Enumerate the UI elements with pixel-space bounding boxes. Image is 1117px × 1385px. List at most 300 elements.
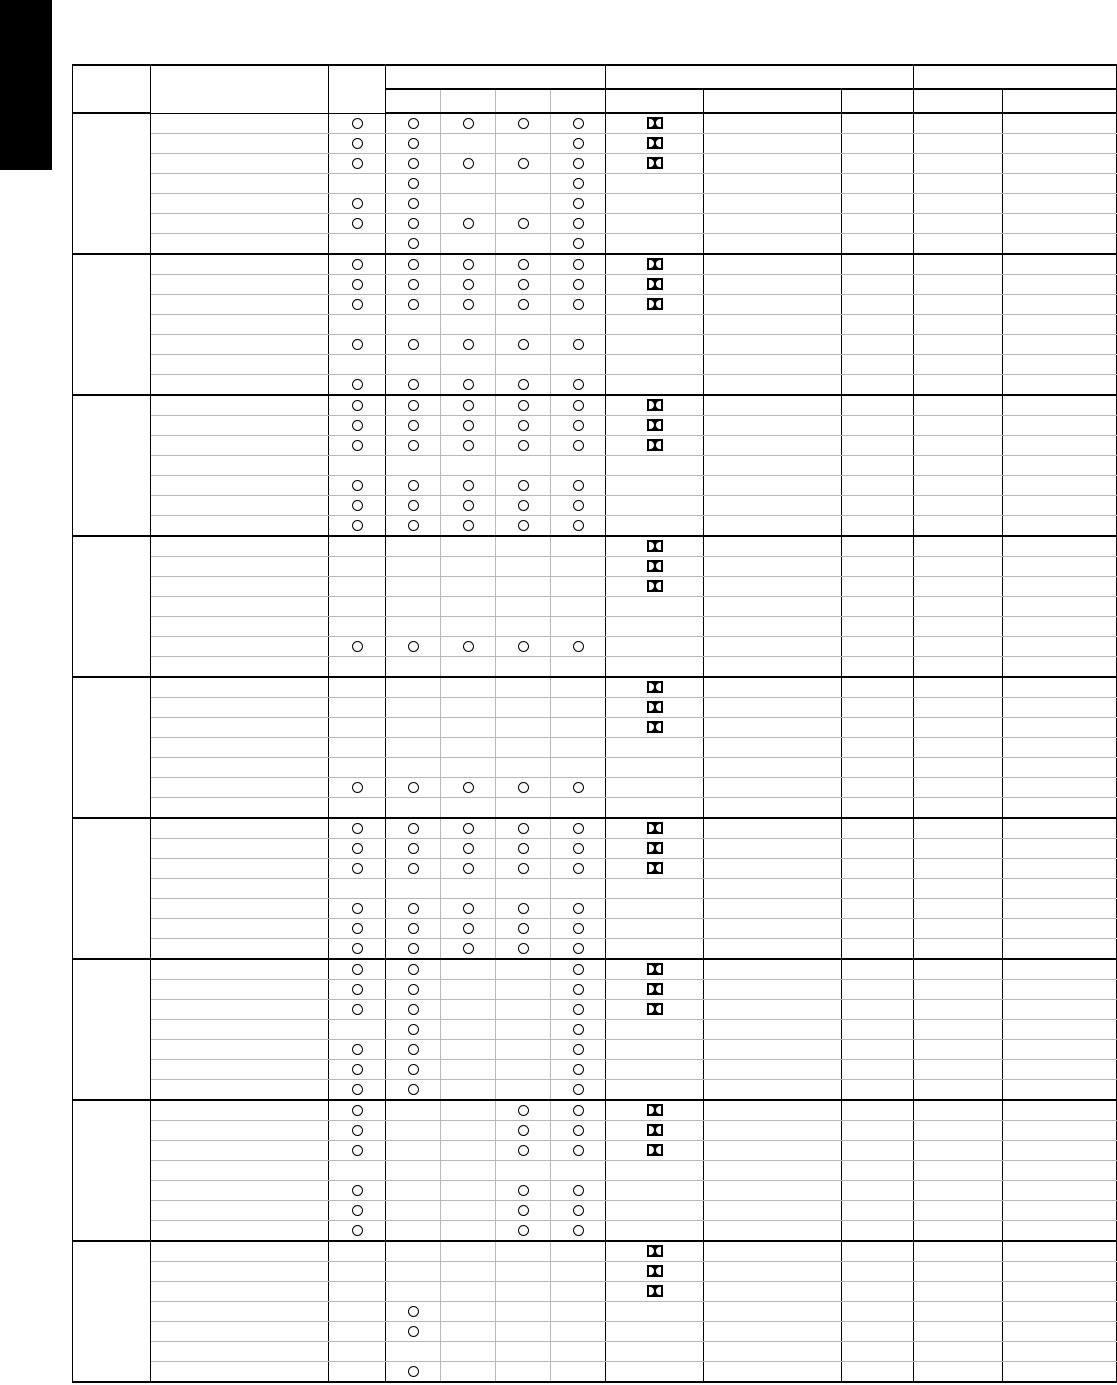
table-cell [1003,839,1117,859]
table-cell [441,1100,496,1121]
circle-icon [573,339,584,350]
table-cell [1003,496,1117,516]
table-cell [1003,1060,1117,1080]
circle-icon [352,520,363,531]
circle-icon [463,520,474,531]
table-cell [386,577,441,597]
table-cell [1003,436,1117,456]
table-cell [1003,174,1117,194]
table-cell [551,395,606,416]
circle-icon [518,279,529,290]
table-cell [551,496,606,516]
dolby-digital-icon [647,278,663,290]
table-cell [496,1262,551,1282]
table-cell [551,1322,606,1342]
table-cell [704,1302,842,1322]
table-cell [441,476,496,496]
circle-icon [573,238,584,249]
table-cell [704,375,842,396]
table-cell [704,476,842,496]
table-cell [551,234,606,255]
row-label-cell [151,597,329,617]
circle-icon [408,339,419,350]
table-header [73,65,1117,113]
circle-icon [573,118,584,129]
table-cell [1003,516,1117,537]
circle-icon [408,782,419,793]
table-cell [704,254,842,275]
table-cell [441,557,496,577]
circle-icon [463,118,474,129]
group-label-cell [73,536,151,677]
table-row [73,1201,1117,1221]
row-label-cell [151,557,329,577]
table-cell [842,1221,914,1242]
table-cell [386,456,441,476]
circle-icon [573,500,584,511]
dolby-digital-icon [647,258,663,270]
table-cell [386,254,441,275]
table-row [73,959,1117,980]
table-row [73,315,1117,335]
table-cell [551,536,606,557]
table-cell [386,134,441,154]
table-cell [914,275,1003,295]
table-cell [1003,879,1117,899]
table-cell [914,818,1003,839]
table-row [73,1221,1117,1242]
table-cell [914,1080,1003,1101]
group-label-cell [73,395,151,536]
table-cell [914,939,1003,960]
table-row [73,416,1117,436]
table-cell [496,738,551,758]
table-cell [386,1322,441,1342]
table-cell [1003,939,1117,960]
table-cell [704,980,842,1000]
group-label-cell [73,254,151,395]
circle-icon [573,379,584,390]
table-row [73,698,1117,718]
table-cell [441,859,496,879]
table-row [73,899,1117,919]
table-cell [386,818,441,839]
table-cell [496,1221,551,1242]
table-cell [329,899,386,919]
circle-icon [573,1064,584,1075]
table-cell [914,355,1003,375]
table-cell [551,677,606,698]
table-cell [329,476,386,496]
table-cell [1003,577,1117,597]
table-cell [704,1000,842,1020]
table-cell [551,1040,606,1060]
table-cell [386,113,441,134]
circle-icon [408,138,419,149]
circle-icon [408,1306,419,1317]
circle-icon [573,1125,584,1136]
row-label-cell [151,355,329,375]
table-cell [441,1302,496,1322]
table-cell [704,536,842,557]
table-cell [842,577,914,597]
table-row [73,1262,1117,1282]
row-label-cell [151,1121,329,1141]
table-cell [1003,959,1117,980]
table-cell [386,798,441,819]
table-cell [496,154,551,174]
table-row [73,1241,1117,1262]
row-label-cell [151,758,329,778]
table-cell [842,516,914,537]
table-cell [329,416,386,436]
table-cell [1003,1100,1117,1121]
table-cell [914,637,1003,657]
table-cell [704,959,842,980]
table-cell [1003,818,1117,839]
table-cell [496,1080,551,1101]
table-cell [551,657,606,678]
circle-icon [352,118,363,129]
table-cell [329,234,386,255]
table-cell [842,818,914,839]
table-cell [914,315,1003,335]
header-cell [441,89,496,113]
table-cell [704,1241,842,1262]
dolby-digital-icon [647,298,663,310]
table-cell [704,194,842,214]
table-row [73,657,1117,678]
table-cell [551,275,606,295]
table-cell [704,174,842,194]
circle-icon [518,782,529,793]
row-label-cell [151,254,329,275]
circle-icon [408,480,419,491]
table-row [73,375,1117,396]
dolby-digital-icon [647,822,663,834]
table-cell [704,1060,842,1080]
table-cell [329,1020,386,1040]
table-cell [842,1302,914,1322]
table-cell [329,557,386,577]
table-row [73,456,1117,476]
table-row [73,939,1117,960]
table-cell [914,516,1003,537]
table-cell [386,375,441,396]
table-cell [606,778,704,798]
circle-icon [463,782,474,793]
table-cell [329,798,386,819]
circle-icon [463,863,474,874]
row-label-cell [151,1282,329,1302]
table-cell [329,1141,386,1161]
table-cell [1003,758,1117,778]
table-cell [329,315,386,335]
circle-icon [352,823,363,834]
dolby-digital-icon [647,701,663,713]
table-cell [842,919,914,939]
table-cell [914,1201,1003,1221]
table-cell [551,355,606,375]
table-cell [386,919,441,939]
table-cell [914,959,1003,980]
table-cell [704,637,842,657]
circle-icon [352,158,363,169]
table-cell [914,677,1003,698]
table-cell [386,315,441,335]
table-cell [551,758,606,778]
table-row [73,496,1117,516]
circle-icon [463,480,474,491]
table-cell [329,1181,386,1201]
table-cell [551,315,606,335]
circle-icon [352,641,363,652]
circle-icon [352,843,363,854]
table-cell [704,1020,842,1040]
table-cell [441,1060,496,1080]
row-label-cell [151,516,329,537]
table-cell [329,738,386,758]
table-cell [842,1241,914,1262]
table-cell [551,1141,606,1161]
row-label-cell [151,939,329,960]
table-cell [386,1000,441,1020]
table-cell [551,1221,606,1242]
circle-icon [408,520,419,531]
table-cell [551,134,606,154]
table-cell [606,1141,704,1161]
circle-icon [408,299,419,310]
table-cell [704,859,842,879]
table-row [73,295,1117,315]
table-cell [606,1221,704,1242]
row-label-cell [151,879,329,899]
table-cell [704,234,842,255]
table-cell [441,698,496,718]
table-cell [606,234,704,255]
table-cell [496,1060,551,1080]
circle-icon [573,1205,584,1216]
circle-icon [518,1185,529,1196]
circle-icon [352,1064,363,1075]
table-row [73,516,1117,537]
table-cell [914,597,1003,617]
table-cell [441,1282,496,1302]
table-cell [606,536,704,557]
table-cell [441,1121,496,1141]
circle-icon [573,279,584,290]
table-cell [441,980,496,1000]
table-cell [704,798,842,819]
table-cell [914,1141,1003,1161]
circle-icon [352,259,363,270]
table-cell [386,174,441,194]
circle-icon [352,984,363,995]
table-cell [1003,919,1117,939]
table-row [73,879,1117,899]
circle-icon [518,480,529,491]
table-cell [842,1121,914,1141]
circle-icon [573,903,584,914]
circle-icon [573,440,584,451]
table-cell [441,617,496,637]
table-cell [329,980,386,1000]
table-row [73,113,1117,134]
table-cell [606,557,704,577]
table-cell [606,698,704,718]
circle-icon [573,138,584,149]
table-cell [842,1262,914,1282]
table-cell [551,335,606,355]
table-cell [496,516,551,537]
circle-icon [463,400,474,411]
table-cell [606,496,704,516]
table-cell [551,456,606,476]
table-cell [842,476,914,496]
table-cell [329,1282,386,1302]
table-cell [606,1342,704,1362]
table-cell [496,234,551,255]
header-cell [496,89,551,113]
table-cell [842,1141,914,1161]
table-cell [914,1060,1003,1080]
row-label-cell [151,1342,329,1362]
circle-icon [408,1024,419,1035]
table-cell [606,295,704,315]
table-cell [1003,617,1117,637]
table-cell [842,879,914,899]
table-cell [842,234,914,255]
table-cell [606,959,704,980]
dolby-digital-icon [647,1144,663,1156]
table-cell [386,1040,441,1060]
table-cell [606,174,704,194]
table-row [73,758,1117,778]
table-row [73,1100,1117,1121]
table-cell [842,939,914,960]
table-cell [914,496,1003,516]
table-cell [441,1080,496,1101]
header-cell [1003,89,1117,113]
table-cell [441,738,496,758]
table-cell [386,214,441,234]
circle-icon [352,923,363,934]
table-cell [914,436,1003,456]
circle-icon [518,923,529,934]
circle-icon [518,863,529,874]
circle-icon [463,641,474,652]
table-cell [496,798,551,819]
table-cell [606,879,704,899]
table-cell [496,1241,551,1262]
table-cell [704,939,842,960]
table-cell [914,798,1003,819]
dolby-digital-icon [647,399,663,411]
dolby-digital-icon [647,1104,663,1116]
table-cell [386,1080,441,1101]
header-cell [914,65,1117,89]
row-label-cell [151,959,329,980]
table-cell [606,395,704,416]
circle-icon [518,259,529,270]
circle-icon [573,843,584,854]
row-label-cell [151,657,329,678]
header-cell [329,65,386,113]
table-cell [1003,597,1117,617]
table-cell [1003,1181,1117,1201]
table-cell [386,677,441,698]
table-cell [606,1282,704,1302]
table-cell [704,1201,842,1221]
table-cell [914,698,1003,718]
table-cell [704,1040,842,1060]
circle-icon [573,923,584,934]
table-cell [1003,1201,1117,1221]
table-cell [329,375,386,396]
table-cell [1003,335,1117,355]
group-label-cell [73,677,151,818]
table-cell [329,637,386,657]
table-cell [441,456,496,476]
circle-icon [352,339,363,350]
circle-icon [518,339,529,350]
circle-icon [408,178,419,189]
table-cell [914,899,1003,919]
table-cell [704,335,842,355]
table-cell [496,698,551,718]
group-label-cell [73,113,151,254]
table-cell [1003,1362,1117,1383]
table-cell [551,879,606,899]
table-cell [441,335,496,355]
table-cell [842,335,914,355]
table-cell [329,1201,386,1221]
row-label-cell [151,395,329,416]
circle-icon [352,218,363,229]
table-cell [386,355,441,375]
table-cell [329,1060,386,1080]
table-row [73,677,1117,698]
row-label-cell [151,698,329,718]
row-label-cell [151,919,329,939]
circle-icon [463,440,474,451]
circle-icon [408,1326,419,1337]
table-cell [914,1161,1003,1181]
table-cell [842,1342,914,1362]
table-cell [496,959,551,980]
table-cell [496,476,551,496]
table-cell [329,677,386,698]
table-cell [914,577,1003,597]
table-cell [329,436,386,456]
table-cell [914,113,1003,134]
table-cell [842,758,914,778]
table-row [73,637,1117,657]
dolby-digital-icon [647,419,663,431]
table-cell [914,758,1003,778]
table-cell [842,496,914,516]
row-label-cell [151,577,329,597]
table-cell [914,375,1003,396]
table-cell [606,516,704,537]
table-cell [496,355,551,375]
table-row [73,1161,1117,1181]
row-label-cell [151,456,329,476]
header-cell [606,89,704,113]
table-cell [386,637,441,657]
table-cell [386,1181,441,1201]
table-cell [329,174,386,194]
